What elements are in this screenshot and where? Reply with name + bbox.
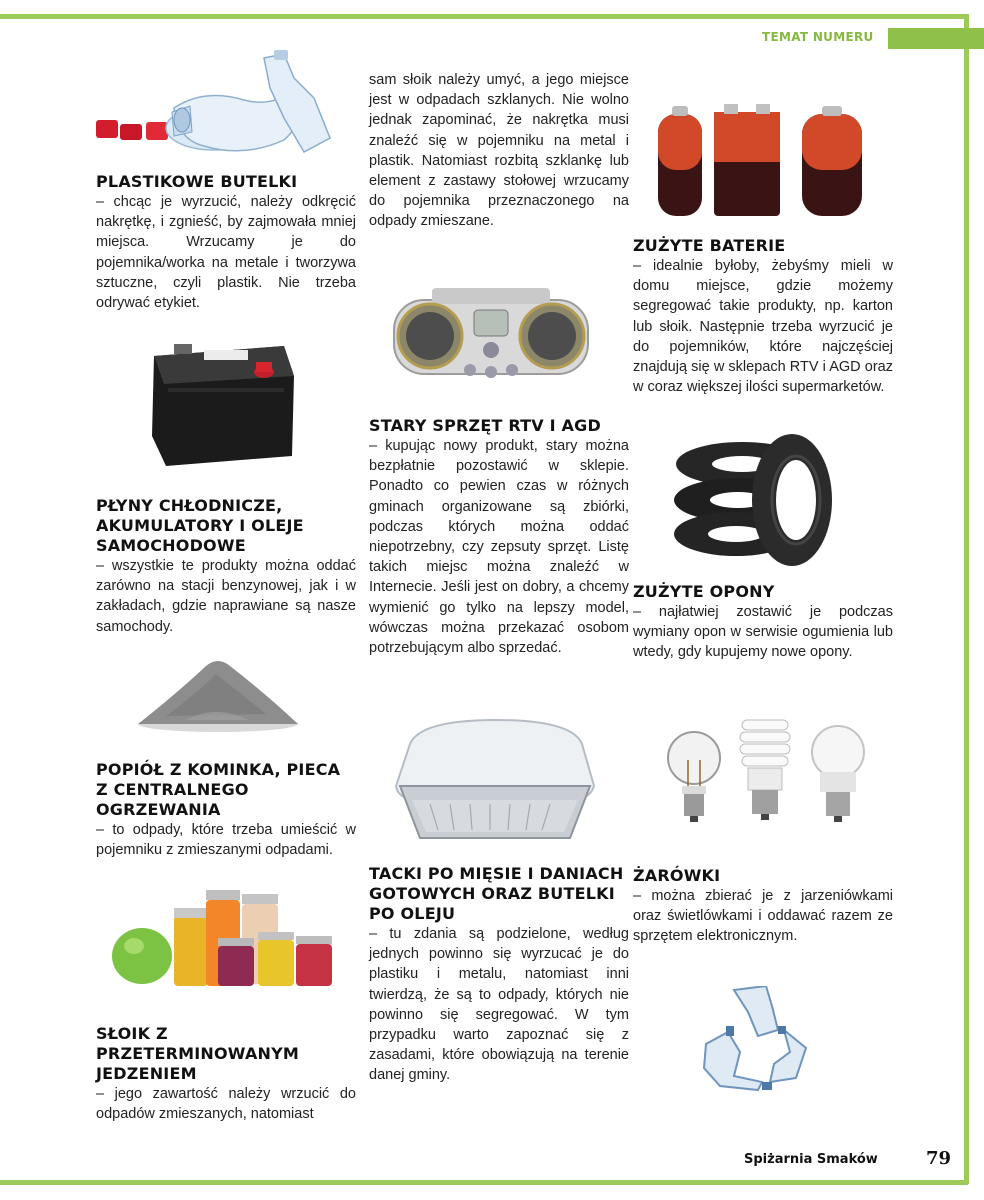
batteries-image (654, 104, 866, 220)
item-bulbs (633, 866, 893, 947)
item-ash (96, 760, 356, 860)
text-batteries: – idealnie byłoby, żebyśmy mieli w domu miejsce, gdzie możemy segregować takie produkty, np. karton lub słoik. Następnie trzeba wyrzucić je do pojemników, które najczęściej znajdują się w sklepach RTV i AGD oraz w coraz większej ilości supermarketów. (633, 258, 893, 396)
light-bulbs-image (664, 716, 868, 834)
foil-tray-image (390, 716, 600, 844)
text-bulbs: – można zbierać je z jarzeniówkami oraz świetlówkami i oddawać razem ze sprzętem elektronicznym. (633, 888, 893, 945)
item-trays (369, 864, 629, 1086)
item-tires (633, 582, 893, 663)
text-trays: – tu zdania są podzielone, według jednych powinno się wyrzucać je do plastiku i metalu, natomiast inni twierdzą, że są to odpady, których nie powinno się segregować. W tym przypadku warto zapoznać się z zasadami, które obowiązują na terenie danej gminy. (369, 926, 629, 1084)
heading-batteries: ZUŻYTE BATERIE (633, 236, 786, 255)
jars-image (106, 884, 338, 990)
heading-car-fluids: PŁYNY CHŁODNICZE, AKUMULATORY I OLEJE SAMOCHODOWE (96, 496, 304, 555)
page-frame-top (0, 14, 968, 19)
heading-tires: ZUŻYTE OPONY (633, 582, 775, 601)
tires-image (672, 430, 836, 568)
item-rtv-agd (369, 416, 629, 658)
item-batteries (633, 236, 893, 397)
heading-plastic-bottles: PLASTIKOWE BUTELKI (96, 172, 298, 191)
text-rtv-agd: – kupując nowy produkt, stary można bezpłatnie pozostawić w sklepie. Ponadto co pewien czas w różnych gminach organizowane są zbiórki, podczas których można oddać niepotrzebny, czy zepsuty sprzęt. Listę takich miejsc można znaleźć w Internecie. Jeśli jest on dobry, a chcemy wymienić go tylko na lepszy model, wówczas można przekazać osobom potrzebującym albo sprzedać. (369, 438, 629, 657)
magazine-name: Spiżarnia Smaków (744, 1152, 878, 1167)
page-number: 79 (926, 1148, 952, 1169)
text-car-fluids: – wszystkie te produkty można oddać zarówno na stacji benzynowej, jak i w zakładach, gdzie naprawiane są nasze samochody. (96, 558, 356, 635)
text-plastic-bottles: – chcąc je wyrzucić, należy odkręcić nakrętkę, i zgnieść, by zajmowała mniej miejsca. Wrzucamy je do pojemnika/worka na metale i tworzywa sztuczne, czyli plastik. Nie trzeba odrywać etykiet. (96, 194, 356, 312)
text-expired-jar: – jego zawartość należy wrzucić do odpadów zmieszanych, natomiast (96, 1086, 356, 1123)
item-expired-jar-continued (369, 70, 629, 232)
text-expired-jar-continued: sam słoik należy umyć, a jego miejsce jest w odpadach szklanych. Nie wolno jednak zapominać, że nakrętka musi znaleźć się w pojemniku na metal i plastik. Natomiast rozbitą szklankę lub element z zastawy stołowej wrzucamy do pojemnika przeznaczonego na odpady zmieszane. (369, 72, 629, 230)
boombox-image (392, 286, 590, 384)
recycling-bottles-image (700, 986, 812, 1092)
item-expired-jar (96, 1024, 356, 1124)
heading-trays: TACKI PO MIĘSIE I DANIACH GOTOWYCH ORAZ BUTELKI PO OLEJU (369, 864, 624, 923)
heading-rtv-agd: STARY SPRZĘT RTV I AGD (369, 416, 601, 435)
page-frame-bottom (0, 1180, 968, 1185)
text-ash: – to odpady, które trzeba umieścić w pojemniku z zmieszanymi odpadami. (96, 822, 356, 859)
car-battery-image (144, 336, 298, 468)
section-bar (888, 28, 984, 49)
heading-expired-jar: SŁOIK Z PRZETERMINOWANYM JEDZENIEM (96, 1024, 300, 1083)
item-car-fluids (96, 496, 356, 637)
section-label: TEMAT NUMERU (762, 30, 874, 44)
heading-bulbs: ŻARÓWKI (633, 866, 721, 885)
heading-ash: POPIÓŁ Z KOMINKA, PIECA Z CENTRALNEGO OGRZEWANIA (96, 760, 341, 819)
text-tires: – najłatwiej zostawić je podczas wymiany opon w serwisie ogumienia lub wtedy, gdy kupujemy nowe opony. (633, 604, 893, 661)
plastic-bottles-image (94, 48, 340, 166)
page-frame-right (964, 14, 969, 1184)
ash-pile-image (136, 654, 300, 734)
item-plastic-bottles (96, 172, 356, 313)
